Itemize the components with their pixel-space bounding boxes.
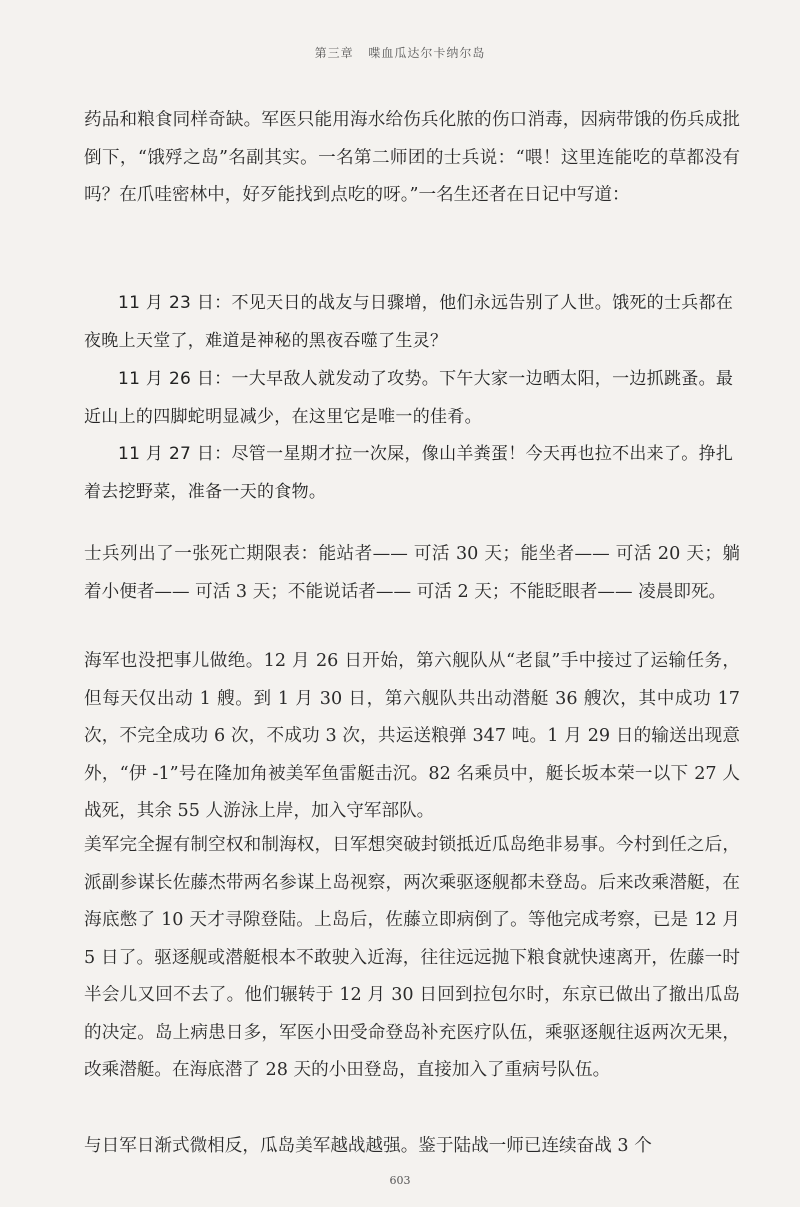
diary-entry-nov-23: 11 月 23 日：不见天日的战友与日骤增，他们永远告别了人世。饿死的士兵都在夜晚上天堂了，难道是神秘的黑夜吞噬了生灵？ xyxy=(84,293,734,351)
chapter-title: 喋血瓜达尔卡纳尔岛 xyxy=(368,46,486,60)
body-paragraph-1: 药品和粮食同样奇缺。军医只能用海水给伤兵化脓的伤口消毒，因病带饿的伤兵成批倒下，“饿殍之岛”名副其实。一名第二师团的士兵说：“喂！这里连能吃的草都没有吗？在爪哇密林中，好歹能找到点吃的呀。”一名生还者在日记中写道： xyxy=(84,110,740,205)
diary-entry-nov-27: 11 月 27 日：尽管一星期才拉一次屎，像山羊粪蛋！今天再也拉不出来了。挣扎着去挖野菜，准备一天的食物。 xyxy=(84,444,734,502)
running-header xyxy=(0,44,800,61)
diary-entry-nov-26: 11 月 26 日：一大早敌人就发动了攻势。下午大家一边晒太阳，一边抓跳蚤。最近山上的四脚蛇明显减少，在这里它是唯一的佳肴。 xyxy=(84,369,734,427)
page-number: 603 xyxy=(389,1174,411,1187)
body-paragraph-4: 美军完全握有制空权和制海权，日军想突破封锁抵近瓜岛绝非易事。今村到任之后，派副参谋长佐藤杰带两名参谋上岛视察，两次乘驱逐舰都未登岛。后来改乘潜艇，在海底憋了 10 天才寻隙登陆。上岛后，佐藤立即病倒了。等他完成考察，已是 12 月 5 日了。驱逐舰或潜艇根本不敢驶入近海，往往远远抛下粮食就快速离开，佐藤一时半会儿又回不去了。他们辗转于 12 月 30 日回到拉包尔时，东京已做出了撤出瓜岛的决定。岛上病患日多，军医小田受命登岛补充医疗队伍，乘驱逐舰往返两次无果，改乘潜艇。在海底潜了 28 天的小田登岛，直接加入了重病号队伍。 xyxy=(84,835,740,1080)
body-paragraph-5: 与日军日渐式微相反，瓜岛美军越战越强。鉴于陆战一师已连续奋战 3 个 xyxy=(84,1136,652,1156)
body-paragraph-2: 士兵列出了一张死亡期限表：能站者—— 可活 30 天；能坐者—— 可活 20 天；躺着小便者—— 可活 3 天；不能说话者—— 可活 2 天；不能眨眼者—— 凌晨即死。 xyxy=(84,544,740,602)
chapter-number: 第三章 xyxy=(314,46,354,60)
body-paragraph-3: 海军也没把事儿做绝。12 月 26 日开始，第六舰队从“老鼠”手中接过了运输任务，但每天仅出动 1 艘。到 1 月 30 日，第六舰队共出动潜艇 36 艘次，其中成功 17 次，不完全成功 6 次，不成功 3 次，共运送粮弹 347 吨。1 月 29 日的输送出现意外，“伊 -1”号在隆加角被美军鱼雷艇击沉。82 名乘员中，艇长坂本荣一以下 27 人战死，其余 55 人游泳上岸，加入守军部队。 xyxy=(84,651,740,821)
